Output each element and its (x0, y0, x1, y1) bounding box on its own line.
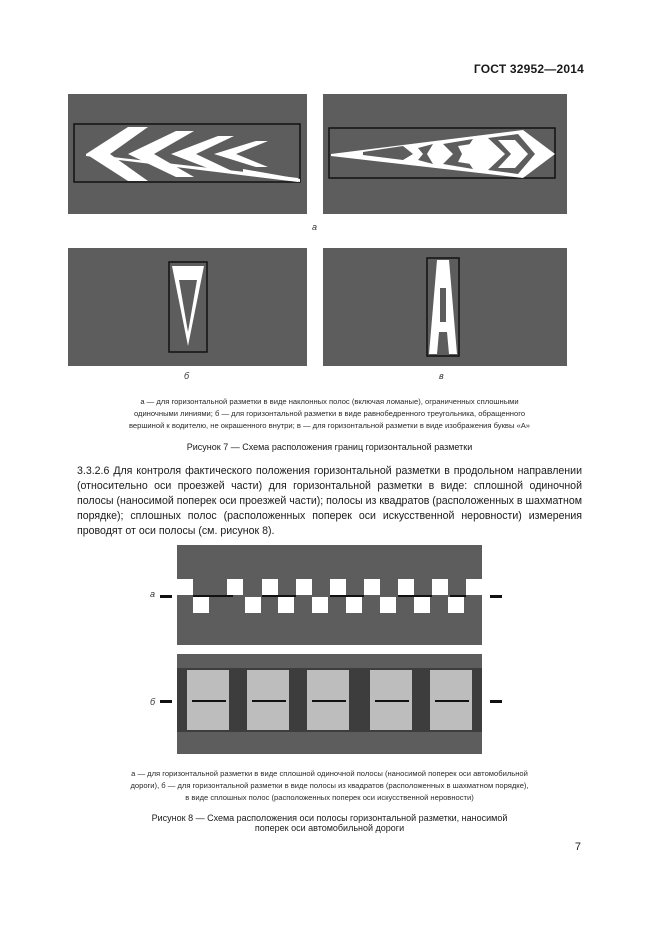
stripes-marking (160, 654, 504, 754)
figure8-panel-a (160, 545, 504, 645)
figure8-label-b: б (150, 697, 156, 707)
figure7-note (77, 396, 582, 432)
figure8-note-line1: а — для горизонтальной разметки в виде сплошной одиночной полосы (наносимой поперек оси автомобильной (131, 769, 528, 778)
figure7-note-line2: одиночными линиями; б — для горизонтальной разметки в виде равнобедренного треугольника, обращенного (133, 409, 526, 418)
chevron-marking-left (68, 94, 307, 214)
figure7-title: Рисунок 7 — Схема расположения границ горизонтальной разметки (186, 442, 473, 452)
figure7-label-b: б (184, 371, 190, 381)
figure7-label-c: в (439, 371, 444, 381)
figure7-label-a: а (312, 222, 318, 232)
figure8-label-a: а (150, 589, 156, 599)
figure8-title (77, 813, 582, 833)
figure8-note-line3: в виде сплошных полос (расположенных поперек оси искусственной неровности) (185, 793, 474, 802)
letter-a-marking (323, 248, 567, 366)
figure8-panel-b (160, 654, 504, 754)
page-number: 7 (574, 841, 581, 853)
figure8-note-line2: дороги), б — для горизонтальной разметки в виде полосы из квадратов (расположенных в шахматном порядке), (130, 781, 529, 790)
triangle-marking (68, 248, 307, 366)
figure8-title-line1: Рисунок 8 — Схема расположения оси полосы горизонтальной разметки, наносимой (151, 813, 508, 823)
figure7-panel-c (323, 248, 567, 366)
figure7-note-line1: а — для горизонтальной разметки в виде наклонных полос (включая ломаные), ограниченных сплошными (140, 397, 519, 406)
figure7-panel-a-left (68, 94, 307, 214)
figure7-panel-a-right (323, 94, 567, 214)
document-code: ГОСТ 32952—2014 (473, 62, 584, 76)
figure8-title-line2: поперек оси автомобильной дороги (254, 823, 405, 833)
paragraph-3-3-2-6: 3.3.2.6 Для контроля фактического положения горизонтальной разметки в продольном направлении (относительно оси проезжей части) для горизонтальной разметки в виде: сплошной одиночной полосы (наносимой поперек оси проезжей части); полосы из квадратов (расположенных в шахматном порядке); сплошных полос (расположенных поперек оси искусственной неровности) измерения проводят от оси полосы (см. рисунок 8). (77, 465, 582, 537)
figure8-note (77, 768, 582, 804)
checker-marking (160, 545, 504, 645)
arrow-marking-right (323, 94, 567, 214)
figure7-note-line3: вершиной к водителю, не окрашенного внутри; в — для горизонтальной разметки в виде изображения буквы «А» (128, 421, 531, 430)
figure7-panel-b (68, 248, 307, 366)
